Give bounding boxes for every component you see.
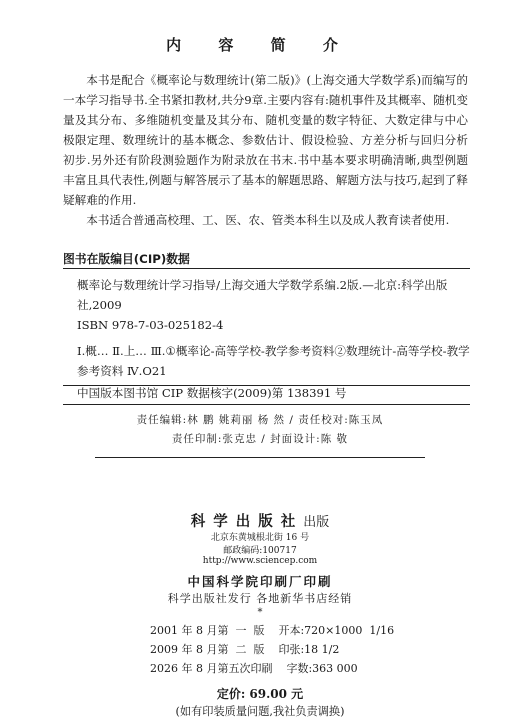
edition-line-1: 2001 年 8 月第 一 版 开本:720×1000 1/16 (150, 624, 395, 637)
printer-line: 中国科学院印刷厂印刷 (187, 574, 333, 589)
edition-line-2: 2009 年 8 月第 二 版 印张:18 1/2 (150, 643, 340, 656)
publisher-name: 科学出版社 (190, 513, 304, 530)
summary-section (63, 70, 468, 230)
separator-star: * (257, 607, 263, 618)
divider-short (95, 457, 425, 458)
publisher-website: http://www.sciencep.com (202, 556, 318, 566)
price: 定价: 69.00 元 (216, 687, 304, 701)
cip-number: 中国版本图书馆 CIP 数据核字(2009)第 138391 号 (77, 386, 347, 400)
publisher-postcode: 邮政编码:100717 (223, 546, 297, 556)
publisher-line (0, 510, 520, 531)
audience-paragraph: 本书适合普通高校理、工、医、农、管类本科生以及成人教育读者使用. (86, 213, 450, 227)
summary-paragraph: 本书是配合《概率论与数理统计(第二版)》(上海交通大学数学系)而编写的一本学习指导书.全书紧扣教材,共分9章.主要内容有:随机事件及其概率、随机变量及其分布、多维随机变量及其分布、随机变量的数字特征、大数定律与中心极限定理、数理统计的基本概念、参数估计、假设检验、方差分析与回归分析初步.另外还有阶段测验题作为附录放在书末.书中基本要求明确清晰,典型例题丰富且具代表性,例题与解答展示了基本的解题思路、解题方法与技巧,起到了释疑解难的作用. (63, 73, 468, 207)
page-title: 内 容 简 介 (166, 36, 354, 54)
cip-title-line: 概率论与数理统计学习指导/上海交通大学数学系编.2版.—北京:科学出版社,2009 (77, 278, 448, 312)
cip-block (63, 268, 470, 386)
cip-isbn: ISBN 978-7-03-025182-4 (77, 318, 224, 332)
cip-classification: Ⅰ.概… Ⅱ.上… Ⅲ.①概率论-高等学校-教学参考资料②数理统计-高等学校-教学参考资料 Ⅳ.O21 (77, 344, 470, 378)
divider (63, 404, 470, 405)
quality-notice: (如有印装质量问题,我社负责调换) (175, 705, 345, 718)
staff-line-1: 责任编辑:林 鹏 姚莉丽 杨 然 / 责任校对:陈玉凤 (136, 414, 384, 426)
distribution-line: 科学出版社发行 各地新华书店经销 (167, 592, 353, 605)
staff-line-2: 责任印制:张克忠 / 封面设计:陈 敬 (171, 433, 349, 445)
edition-line-3: 2026 年 8 月第五次印刷 字数:363 000 (150, 662, 358, 675)
cip-heading: 图书在版编目(CIP)数据 (63, 252, 190, 266)
publisher-suffix: 出版 (303, 515, 330, 530)
publisher-address: 北京东黄城根北街 16 号 (210, 533, 310, 543)
